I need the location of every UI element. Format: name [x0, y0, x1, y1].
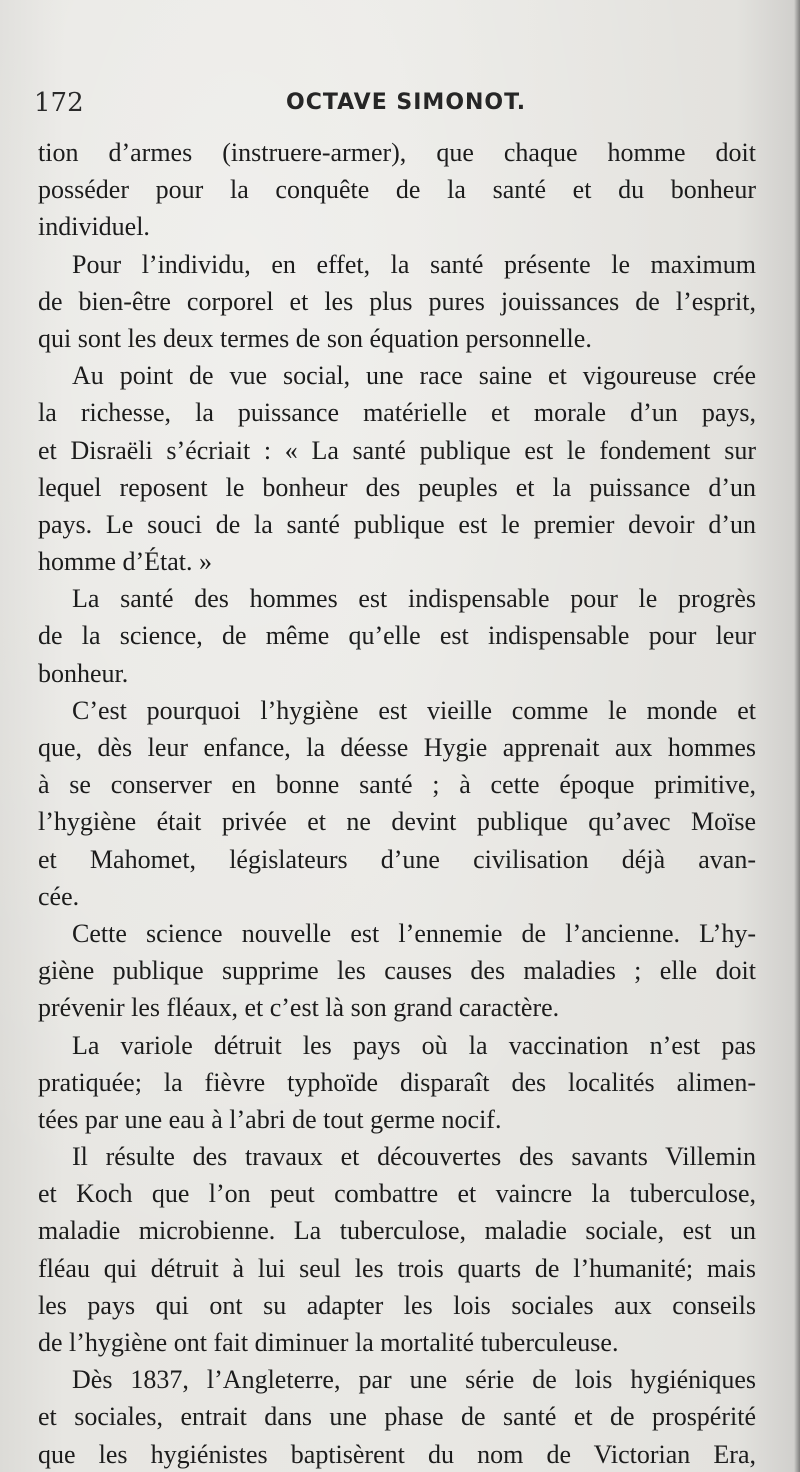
- text-line: et Koch que l’on peut combattre et vaincre la tuberculose,: [38, 1179, 756, 1209]
- text-line: maladie microbienne. La tuberculose, maladie sociale, est un: [38, 1216, 756, 1246]
- text-line: que les hygiénistes baptisèrent du nom de Victorian Era,: [38, 1439, 756, 1469]
- text-line: La santé des hommes est indispensable pour le progrès: [72, 584, 756, 614]
- text-line: qui sont les deux termes de son équation personnelle.: [38, 323, 592, 353]
- page-number: 172: [34, 88, 84, 118]
- text-line: bonheur.: [38, 658, 129, 688]
- text-line: cée.: [38, 881, 80, 911]
- text-line: C’est pourquoi l’hygiène est vieille comme le monde et: [72, 695, 756, 725]
- text-line: Dès 1837, l’Angleterre, par une série de lois hygiéniques: [72, 1365, 756, 1395]
- text-line: et sociales, entrait dans une phase de santé et de prospérité: [38, 1402, 756, 1432]
- text-line: homme d’État. »: [38, 547, 213, 577]
- text-line: Cette science nouvelle est l’ennemie de l’ancienne. L’hy-: [72, 918, 756, 948]
- running-title: OCTAVE SIMONOT.: [286, 90, 527, 115]
- text-line: posséder pour la conquête de la santé et du bonheur: [38, 175, 756, 205]
- body-text: [38, 134, 756, 1472]
- text-line: giène publique supprime les causes des maladies ; elle doit: [38, 956, 756, 986]
- page-header: [34, 88, 754, 128]
- text-line: la richesse, la puissance matérielle et morale d’un pays,: [38, 398, 756, 428]
- text-line: prévenir les fléaux, et c’est là son grand caractère.: [38, 993, 560, 1023]
- text-line: pays. Le souci de la santé publique est le premier devoir d’un: [38, 509, 756, 539]
- text-line: et Mahomet, législateurs d’une civilisation déjà avan-: [38, 844, 756, 874]
- text-line: les pays qui ont su adapter les lois sociales aux conseils: [38, 1290, 756, 1320]
- text-line: Pour l’individu, en effet, la santé présente le maximum: [72, 249, 756, 279]
- text-line: La variole détruit les pays où la vaccination n’est pas: [72, 1030, 756, 1060]
- page-edge-shadow: [794, 0, 800, 1472]
- text-line: et Disraëli s’écriait : « La santé publique est le fondement sur: [38, 435, 756, 465]
- text-line: Au point de vue social, une race saine et vigoureuse crée: [72, 361, 756, 391]
- text-line: à se conserver en bonne santé ; à cette époque primitive,: [38, 770, 756, 800]
- text-line: Il résulte des travaux et découvertes des savants Villemin: [72, 1142, 756, 1172]
- text-line: tion d’armes (instruere-armer), que chaque homme doit: [38, 138, 756, 167]
- text-line: de la science, de même qu’elle est indispensable pour leur: [38, 621, 756, 651]
- text-line: de l’hygiène ont fait diminuer la mortalité tuberculeuse.: [38, 1328, 619, 1357]
- text-line: lequel reposent le bonheur des peuples et la puissance d’un: [38, 472, 756, 502]
- text-line: fléau qui détruit à lui seul les trois quarts de l’humanité; mais: [38, 1253, 756, 1283]
- text-line: individuel.: [38, 212, 150, 242]
- text-line: l’hygiène était privée et ne devint publique qu’avec Moïse: [38, 807, 756, 837]
- text-line: que, dès leur enfance, la déesse Hygie apprenait aux hommes: [38, 733, 756, 762]
- text-line: pratiquée; la fièvre typhoïde disparaît des localités alimen-: [38, 1067, 756, 1097]
- text-line: de bien-être corporel et les plus pures jouissances de l’esprit,: [38, 286, 756, 316]
- text-line: tées par une eau à l’abri de tout germe nocif.: [38, 1104, 502, 1134]
